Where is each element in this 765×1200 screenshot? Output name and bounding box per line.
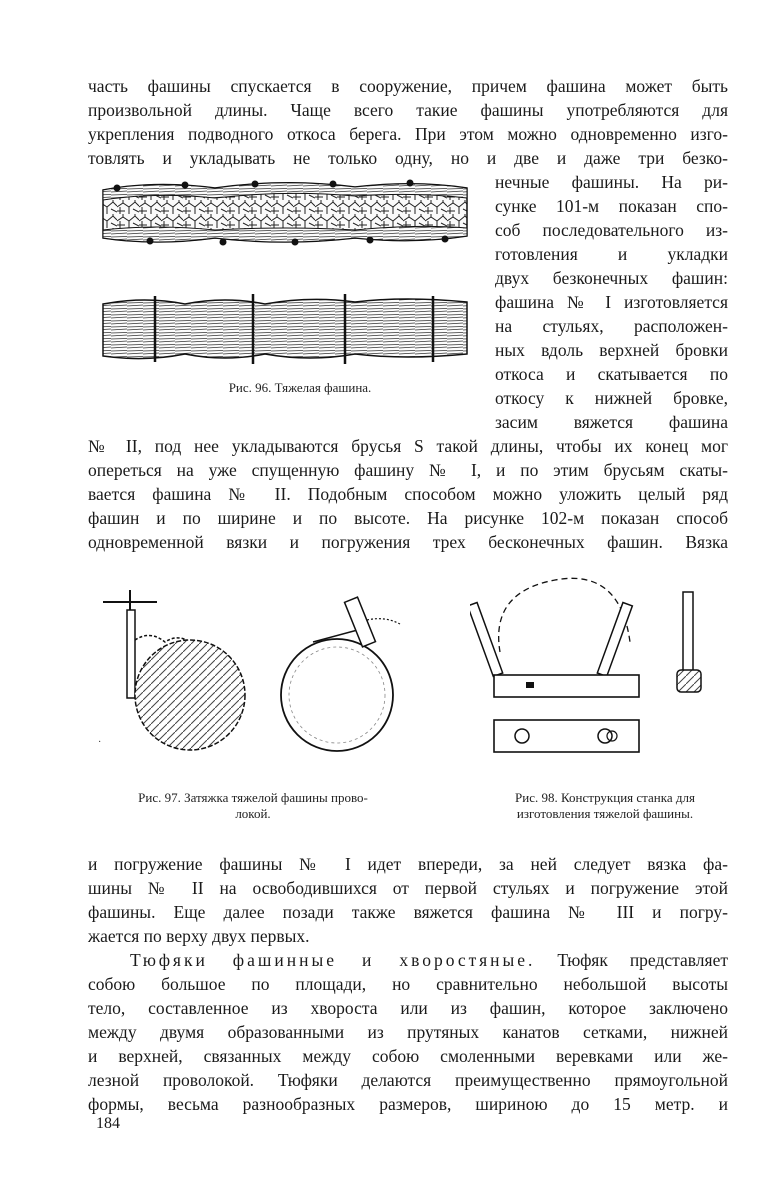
- text-line: вается фашина № II. Подобным способом можно уложить целый ряд: [88, 484, 728, 504]
- text-line: фашины. Еще далее позади также вяжется фашина № III и погру-: [88, 902, 728, 922]
- text-line: № II, под нее укладываются брусья S такой длины, чтобы их конец мог: [88, 436, 728, 456]
- text-line: готовления и укладки: [495, 244, 728, 264]
- fig98-illustration: [470, 572, 720, 772]
- fig98-caption-line1: Рис. 98. Конструкция станка для: [515, 790, 695, 805]
- text-line: засим вяжется фашина: [495, 412, 728, 432]
- text-line: собою большое по площади, но сравнительно небольшой высоты: [88, 974, 728, 994]
- fig96-caption: Рис. 96. Тяжелая фашина.: [228, 380, 372, 395]
- text-line: товлять и укладывать не только одну, но и две и даже три безко-: [88, 148, 728, 168]
- fig98-caption-line2: изготовления тяжелой фашины.: [516, 806, 694, 821]
- fig96-illustration: [95, 172, 475, 377]
- page-number: 184: [96, 1115, 120, 1132]
- section-heading: Тюфяки фашинные и хворостяные.: [130, 950, 536, 970]
- text-line: и верхней, связанных между собою смоленными веревками или же-: [88, 1046, 728, 1066]
- text-line: лезной проволокой. Тюфяки делаются преимущественно прямоугольной: [88, 1070, 728, 1090]
- text-line: формы, весьма разнообразных размеров, шириною до 15 метр. и: [88, 1094, 728, 1114]
- text-line: укрепления подводного откоса берега. При этом можно одновременно изго-: [88, 124, 728, 144]
- text-line: произвольной длины. Чаще всего такие фашины употребляются для: [88, 100, 728, 120]
- text-line: между двумя образованными из прутяных канатов сетками, нижней: [88, 1022, 728, 1042]
- text-line: тело, составленное из хвороста или из фашин, которое заключено: [88, 998, 728, 1018]
- text-line: двух безконечных фашин:: [495, 268, 728, 288]
- text-line: откосу к нижней бровке,: [495, 388, 728, 408]
- svg-text:·: ·: [98, 737, 102, 748]
- heading-line-rest: Тюфяк представляет: [557, 950, 728, 970]
- text-line: сунке 101-м показан спо-: [495, 196, 728, 216]
- fig97-caption-line1: Рис. 97. Затяжка тяжелой фашины прово-: [138, 790, 368, 805]
- paragraph-heading-line: [130, 949, 728, 971]
- fig97-caption-line2: локой.: [235, 806, 271, 821]
- text-line: и погружение фашины № I идет впереди, за ней следует вязка фа-: [88, 854, 728, 874]
- text-line: соб последовательного из-: [495, 220, 728, 240]
- text-line: нечные фашины. На ри-: [495, 172, 728, 192]
- text-line: часть фашины спускается в сооружение, причем фашина может быть: [88, 76, 728, 96]
- text-line: фашин и по ширине и по высоте. На рисунке 102-м показан способ: [88, 508, 728, 528]
- text-line: ных вдоль верхней бровки: [495, 340, 728, 360]
- text-line: фашина № I изготовляется: [495, 292, 728, 312]
- text-line: на стульях, расположен-: [495, 316, 728, 336]
- text-line: опереться на уже спущенную фашину № I, и по этим брусьям скаты-: [88, 460, 728, 480]
- text-line: жается по верху двух первых.: [88, 926, 310, 946]
- text-line: откоса и скатывается по: [495, 364, 728, 384]
- text-line: одновременной вязки и погружения трех бесконечных фашин. Вязка: [88, 532, 728, 552]
- text-line: шины № II на освободившихся от первой стульях и погружение этой: [88, 878, 728, 898]
- fig97-illustration: [95, 580, 415, 765]
